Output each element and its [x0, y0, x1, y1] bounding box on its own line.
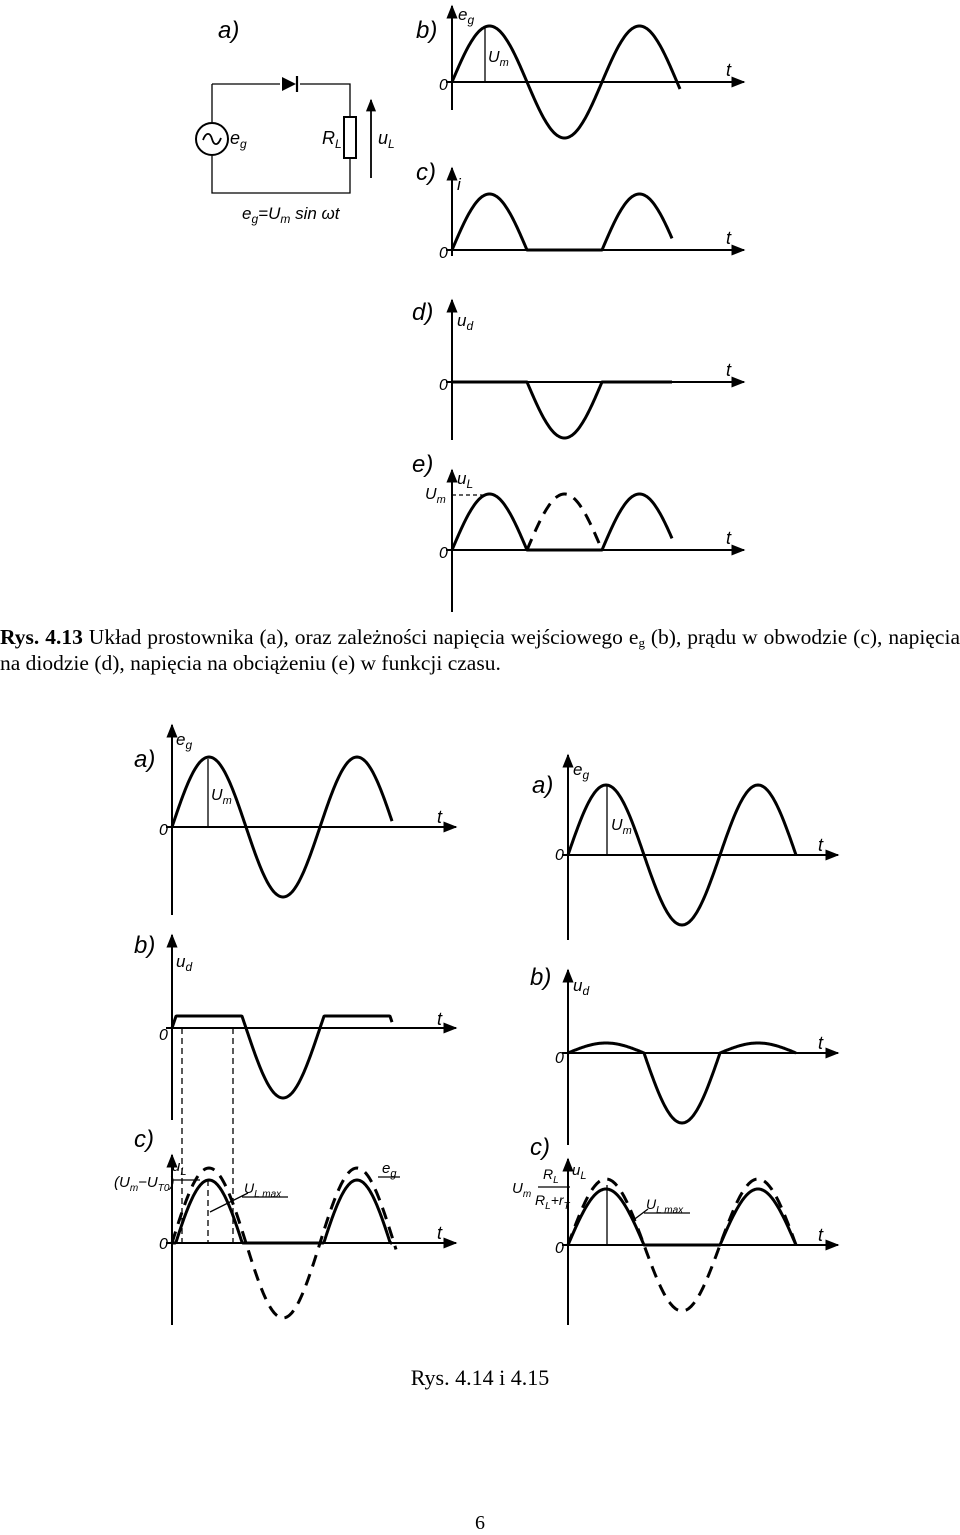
load-voltage-label: u [378, 128, 389, 148]
left-c-y-label: u [172, 1158, 181, 1175]
svg-text:RL: $R_L$ [543, 1166, 559, 1186]
panel-b-input-voltage [416, 5, 744, 138]
right-a-origin: 0 [555, 847, 564, 864]
svg-text:UL max: $U_{L max}$ [646, 1196, 684, 1216]
left-b-label: b) [134, 932, 156, 959]
right-c-max-label: U [646, 1196, 657, 1212]
panel-d-x-label: t [726, 360, 732, 380]
panel-b-label: b) [416, 17, 438, 44]
svg-text:uL: $u_L$ [172, 1158, 187, 1178]
left-b-origin: 0 [159, 1027, 168, 1044]
right-b-origin: 0 [555, 1050, 564, 1067]
left-a-label: a) [134, 746, 156, 773]
panel-c-label: c) [416, 159, 436, 186]
svg-text:eg: $e_g$ [176, 730, 193, 752]
right-a-x-label: t [818, 835, 824, 855]
panel-c-x-label: t [726, 228, 732, 248]
panel-c-y-label: i [457, 175, 461, 194]
svg-text:Um: $U_m$ [425, 486, 446, 506]
figure-caption-4-13: Rys. 4.13 Układ prostownika (a), oraz zależności napięcia wejściowego $e_g$ (b), prądu w obwodzie (c), napięcia na diodzie (d), napięcia na obciążeniu (e) w funkcji czasu. [0, 625, 960, 675]
right-b-x-label: t [818, 1033, 824, 1053]
svg-text:eg: $e_g$ [230, 128, 247, 151]
panel-e-load-halfwaves [452, 494, 672, 550]
panel-d-origin: 0 [439, 377, 448, 394]
svg-text:uL: $u_L$ [457, 469, 474, 491]
panel-d-diode-voltage [412, 299, 744, 440]
svg-text:RL+rT: $R_L+r_T$ [535, 1192, 570, 1212]
ac-source-icon [196, 123, 228, 155]
left-b-x-label: t [437, 1009, 443, 1029]
right-c-label: c) [530, 1134, 550, 1161]
panel-e-blocked-halfwave-dashed [527, 494, 602, 550]
svg-text:eg: $e_g$ [458, 5, 475, 27]
source-equation: $e_g=U_m$ sin ωt [242, 204, 340, 226]
page-number: 6 [475, 1512, 485, 1534]
circuit-diagram [196, 17, 395, 226]
figure-caption-4-14-4-15: Rys. 4.14 i 4.15 [410, 1365, 550, 1390]
resistor-icon [344, 117, 356, 158]
left-c-eg-label: e [382, 1160, 391, 1177]
left-panel-a [134, 725, 456, 915]
panel-e-load-voltage [412, 451, 744, 612]
panel-e-origin: 0 [439, 545, 448, 562]
right-a-y-label: e [573, 760, 583, 779]
panel-b-x-label: t [726, 60, 732, 80]
right-b-diode-voltage [568, 1043, 796, 1123]
diode-icon [282, 76, 297, 92]
panel-d-y-label: u [457, 311, 467, 330]
panel-a-label: a) [218, 17, 240, 44]
right-c-x-label: t [818, 1225, 824, 1245]
left-c-peak-label: $(U_m-U_{T0})$ [114, 1174, 175, 1194]
svg-text:Um: $U_m$ [488, 49, 509, 69]
svg-text:Um: $U_m$ [611, 817, 632, 837]
svg-text:RL: $R_L$ [322, 128, 342, 151]
figure-4-13 [0, 0, 960, 620]
left-panel-c [114, 1126, 456, 1325]
svg-text:uL: $u_L$ [572, 1162, 587, 1182]
right-a-amplitude-label: U [611, 817, 623, 834]
right-b-label: b) [530, 964, 552, 991]
left-c-max-label: U [244, 1180, 255, 1196]
panel-d-diode-negative-halfwave [452, 382, 672, 438]
panel-e-x-label: t [726, 528, 732, 548]
right-panel-b [530, 964, 838, 1145]
right-c-load-voltage [568, 1189, 796, 1245]
panel-d-label: d) [412, 299, 434, 326]
right-b-y-label: u [573, 976, 583, 995]
svg-text:Um: $U_m$ [512, 1180, 532, 1200]
right-panel-c [512, 1134, 838, 1325]
panel-b-amplitude-label: U [488, 49, 500, 66]
right-panel-a [532, 755, 838, 940]
right-a-label: a) [532, 772, 554, 799]
left-c-label: c) [134, 1126, 154, 1153]
svg-text:eg: $e_g$ [573, 760, 590, 782]
svg-text:UL max: $U_{L max}$ [244, 1180, 282, 1200]
figures-4-14-4-15 [0, 715, 960, 1355]
panel-e-amplitude-label: U [425, 486, 437, 503]
svg-text:ud: $u_d$ [176, 952, 193, 974]
svg-text:uL: $u_L$ [378, 128, 395, 151]
caption-lead: Rys. 4.13 [0, 625, 83, 649]
left-a-origin: 0 [159, 822, 168, 839]
svg-text:eg: $e_g$ [382, 1160, 397, 1180]
panel-c-origin: 0 [439, 245, 448, 262]
panel-e-label: e) [412, 451, 434, 478]
panel-c-current [416, 159, 744, 262]
left-c-load-voltage [172, 1180, 392, 1243]
source-label: e [230, 128, 241, 148]
panel-b-y-label: e [458, 5, 468, 24]
panel-e-y-label: u [457, 469, 467, 488]
left-a-amplitude-label: U [211, 787, 223, 804]
left-c-x-label: t [437, 1223, 443, 1243]
svg-text:ud: $u_d$ [573, 976, 590, 998]
left-b-y-label: u [176, 952, 186, 971]
panel-b-origin: 0 [439, 77, 448, 94]
left-a-y-label: e [176, 730, 186, 749]
svg-text:ud: $u_d$ [457, 311, 474, 333]
left-c-origin: 0 [159, 1236, 168, 1253]
left-a-x-label: t [437, 807, 443, 827]
right-c-origin: 0 [555, 1240, 564, 1257]
svg-text:Um: $U_m$ [211, 787, 232, 807]
right-c-fraction-label [512, 1166, 571, 1212]
resistor-label: R [322, 128, 335, 148]
right-c-y-label: u [572, 1162, 581, 1179]
panel-c-current-halfwaves [452, 194, 672, 250]
